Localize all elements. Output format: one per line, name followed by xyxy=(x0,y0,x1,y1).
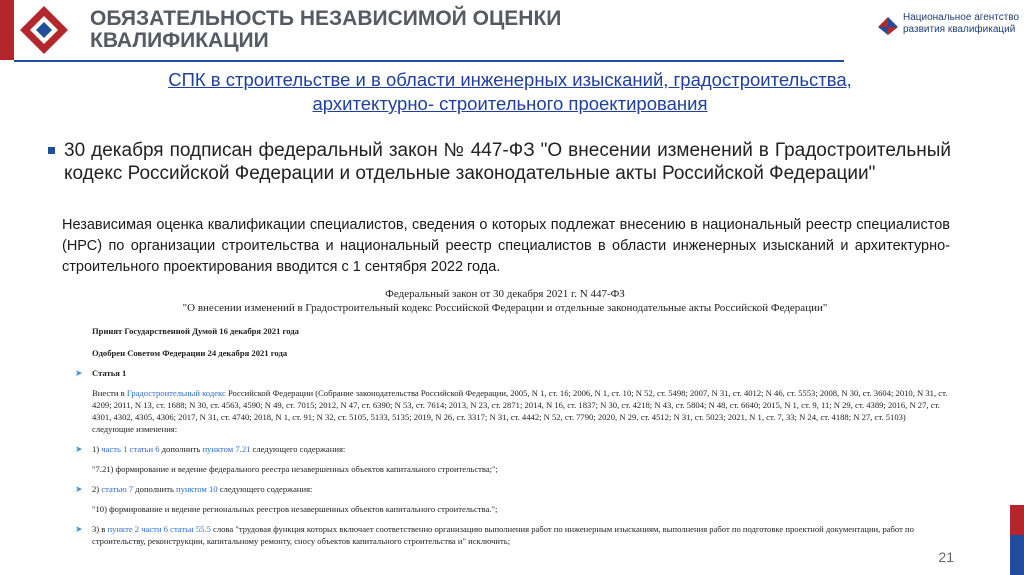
law-document-excerpt xyxy=(62,286,948,560)
item-3 xyxy=(62,523,948,547)
paragraph-prefix: Внести в xyxy=(92,388,127,398)
item-2-link-article[interactable]: статью 7 xyxy=(101,484,134,494)
item-1-quote: "7.21) формирование и ведение федерального реестра незавершенных объектов капитального строительства;"; xyxy=(92,464,498,474)
agency-name xyxy=(903,12,1021,36)
section-subtitle-line2: архитектурно- строительного проектирования xyxy=(312,93,708,114)
expand-arrow-icon[interactable]: ➤ xyxy=(75,444,83,454)
corner-accent-red xyxy=(1010,505,1024,535)
agency-name-line2: развития квалификаций xyxy=(903,24,1016,35)
agency-logo-icon xyxy=(876,13,900,37)
item-1 xyxy=(62,443,948,455)
agency-name-line1: Национальное агентство xyxy=(903,12,1020,23)
document-approved: Одобрен Советом Федерации 24 декабря 2021 года xyxy=(92,348,288,358)
item-2-prefix: 2) xyxy=(92,484,102,494)
item-2-link-point[interactable]: пунктом 10 xyxy=(176,484,218,494)
bullet-square-icon xyxy=(48,147,55,154)
page-title xyxy=(90,8,710,52)
item-3-prefix: 3) в xyxy=(92,524,108,534)
item-2-suffix: следующего содержания: xyxy=(217,484,313,494)
presentation-logo-icon xyxy=(16,2,72,58)
document-title: Федеральный закон от 30 декабря 2021 г. N 447-ФЗ xyxy=(385,288,625,300)
item-1-mid: дополнить xyxy=(159,444,203,454)
item-2-mid: дополнить xyxy=(133,484,177,494)
item-1-link-point[interactable]: пунктом 7.21 xyxy=(202,444,251,454)
article-paragraph xyxy=(62,387,948,435)
grad-code-link[interactable]: Градостроительный кодекс xyxy=(126,388,226,398)
document-adopted: Принят Государственной Думой 16 декабря 2021 года xyxy=(92,326,299,336)
item-1-prefix: 1) xyxy=(92,444,102,454)
expand-arrow-icon[interactable]: ➤ xyxy=(75,368,83,378)
expand-arrow-icon[interactable]: ➤ xyxy=(75,524,83,534)
document-subtitle: "О внесении изменений в Градостроительный кодекс Российской Федерации и отдельные законодательные акты Российской Федерации" xyxy=(182,302,828,314)
item-1-link-part[interactable]: часть 1 статьи 6 xyxy=(101,444,160,454)
item-3-text: слова "трудовая функция которых включает соответственно организацию выполнения работ по инженерным изысканиям, выполнения работ по подготовке проектной документации, работ по строительству, реконструкции, капитальному ремонту, сносу объектов капитального строительства и" исключить; xyxy=(92,524,914,546)
item-3-link[interactable]: пункте 2 части 6 статьи 55.5 xyxy=(107,524,211,534)
paragraph-text: Российской Федерации (Собрание законодательства Российской Федерации, 2005, N 1, ст. 16; 2006, N 1, ст. 10; N 52, ст. 5498; 2007, N 31, ст. 4012; N 46, ст. 5553; 2008, N 30, ст. 3604; 2010, N 31, ст. 4209; 2011, N 13, ст. 1688; N 30, ст. 4563, 4590; N 49, ст. 7015; 2012, N 47, ст. 6390; N 53, ст. 7614; 2013, N 23, ст. 2871; 2014, N 16, ст. 1837; N 30, ст. 4218; N 43, ст. 5804; N 48, ст. 6640; 2015, N 1, ст. 9, 11; N 29, ст. 4389; 2016, N 27, ст. 4301, 4302, 4305, 4306; 2017, N 31, ст. 4740; 2018, N 1, ст. 91; N 32, ст. 5105, 5133, 5135; 2019, N 26, ст. 3317; N 31, ст. 4442; N 52, ст. 7790; 2020, N 29, ст. 4512; N 31, ст. 5023; 2021, N 1, ст. 7, 33; N 24, ст. 4188; N 27, ст. 5103) следующие изменения: xyxy=(92,388,948,434)
section-subtitle[interactable] xyxy=(80,68,940,116)
item-2 xyxy=(62,483,948,495)
item-2-quote: "10) формирование и ведение региональных реестров незавершенных объектов капитального строительства."; xyxy=(92,504,498,514)
corner-accent-blue xyxy=(1010,535,1024,575)
section-subtitle-line1: СПК в строительстве и в области инженерных изысканий, градостроительства, xyxy=(168,69,852,90)
article-heading-row xyxy=(62,367,948,379)
law-bullet-text: 30 декабря подписан федеральный закон № 447-ФЗ "О внесении изменений в Градостроительный кодекс Российской Федерации и отдельные законодательные акты Российской Федерации" xyxy=(64,140,951,184)
header-divider xyxy=(14,60,844,62)
page-number: 21 xyxy=(938,549,954,565)
article-heading: Статья 1 xyxy=(92,368,127,378)
page-title-line2: КВАЛИФИКАЦИИ xyxy=(90,29,269,52)
expand-arrow-icon[interactable]: ➤ xyxy=(75,484,83,494)
page-title-line1: ОБЯЗАТЕЛЬНОСТЬ НЕЗАВИСИМОЙ ОЦЕНКИ xyxy=(90,7,562,30)
intro-paragraph: Независимая оценка квалификации специалистов, сведения о которых подлежат внесению в национальный реестр специалистов (НРС) по организации строительства и национальный реестр специалистов в области инженерных изысканий и архитектурно-строительного проектирования вводится с 1 сентября 2022 года. xyxy=(62,217,950,275)
left-accent-bar xyxy=(0,0,14,60)
item-1-suffix: следующего содержания: xyxy=(250,444,346,454)
